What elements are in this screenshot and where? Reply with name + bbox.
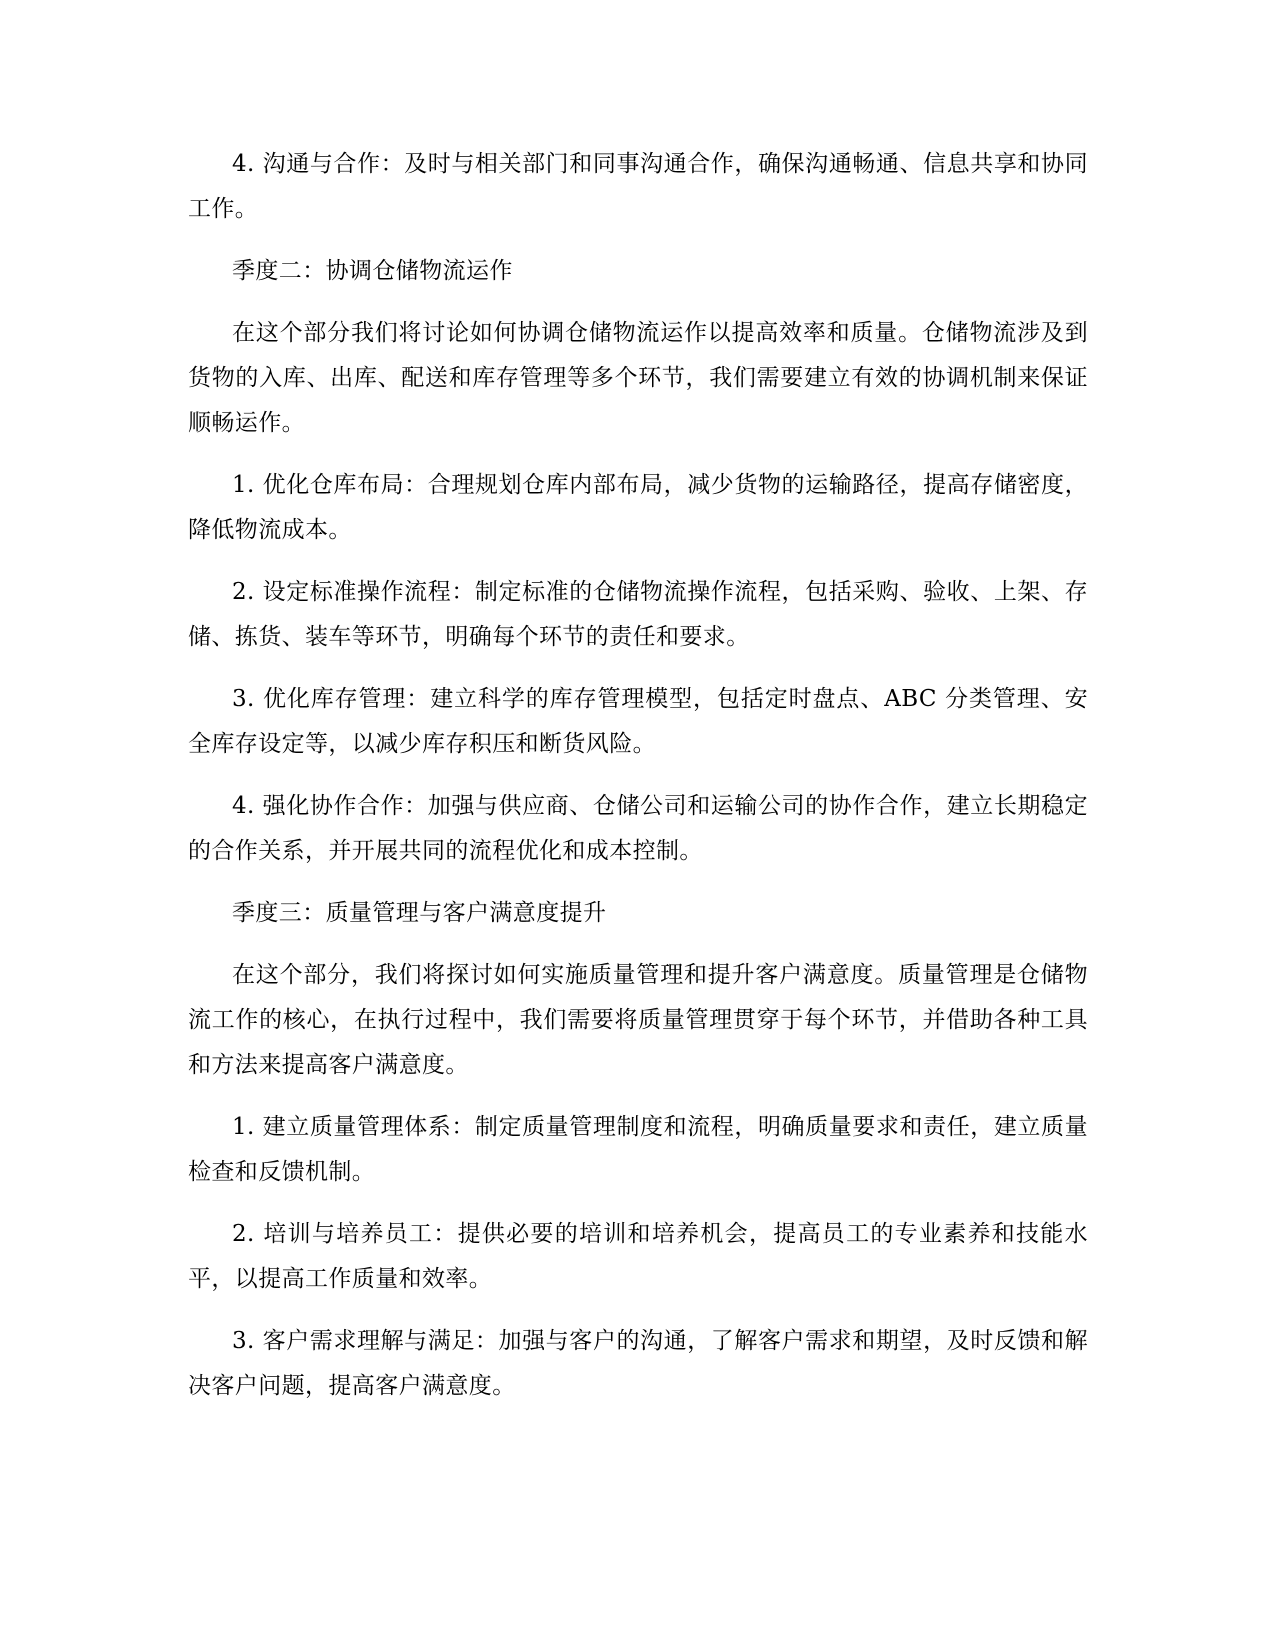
list-item-communication: 4. 沟通与合作：及时与相关部门和同事沟通合作，确保沟通畅通、信息共享和协同工作。 (188, 151, 1088, 222)
document-body (188, 142, 1088, 1426)
section-heading-quarter-two: 季度二：协调仓储物流运作 (232, 258, 513, 284)
list-item-warehouse-layout: 1. 优化仓库布局：合理规划仓库内部布局，减少货物的运输路径，提高存储密度，降低物流成本。 (188, 472, 1088, 543)
list-item-inventory-management: 3. 优化库存管理：建立科学的库存管理模型，包括定时盘点、ABC 分类管理、安全库存设定等，以减少库存积压和断货风险。 (188, 686, 1088, 757)
list-item-collaboration: 4. 强化协作合作：加强与供应商、仓储公司和运输公司的协作合作，建立长期稳定的合作关系，并开展共同的流程优化和成本控制。 (188, 793, 1088, 864)
section-intro-quarter-two: 在这个部分我们将讨论如何协调仓储物流运作以提高效率和质量。仓储物流涉及到货物的入库、出库、配送和库存管理等多个环节，我们需要建立有效的协调机制来保证顺畅运作。 (188, 320, 1088, 436)
list-item-standard-process: 2. 设定标准操作流程：制定标准的仓储物流操作流程，包括采购、验收、上架、存储、拣货、装车等环节，明确每个环节的责任和要求。 (188, 579, 1088, 650)
list-item-quality-system: 1. 建立质量管理体系：制定质量管理制度和流程，明确质量要求和责任，建立质量检查和反馈机制。 (188, 1114, 1088, 1185)
section-heading-quarter-three: 季度三：质量管理与客户满意度提升 (232, 900, 607, 926)
list-item-staff-training: 2. 培训与培养员工：提供必要的培训和培养机会，提高员工的专业素养和技能水平，以提高工作质量和效率。 (188, 1221, 1088, 1292)
section-intro-quarter-three: 在这个部分，我们将探讨如何实施质量管理和提升客户满意度。质量管理是仓储物流工作的核心，在执行过程中，我们需要将质量管理贯穿于每个环节，并借助各种工具和方法来提高客户满意度。 (188, 962, 1088, 1078)
list-item-customer-needs: 3. 客户需求理解与满足：加强与客户的沟通，了解客户需求和期望，及时反馈和解决客户问题，提高客户满意度。 (188, 1328, 1088, 1399)
